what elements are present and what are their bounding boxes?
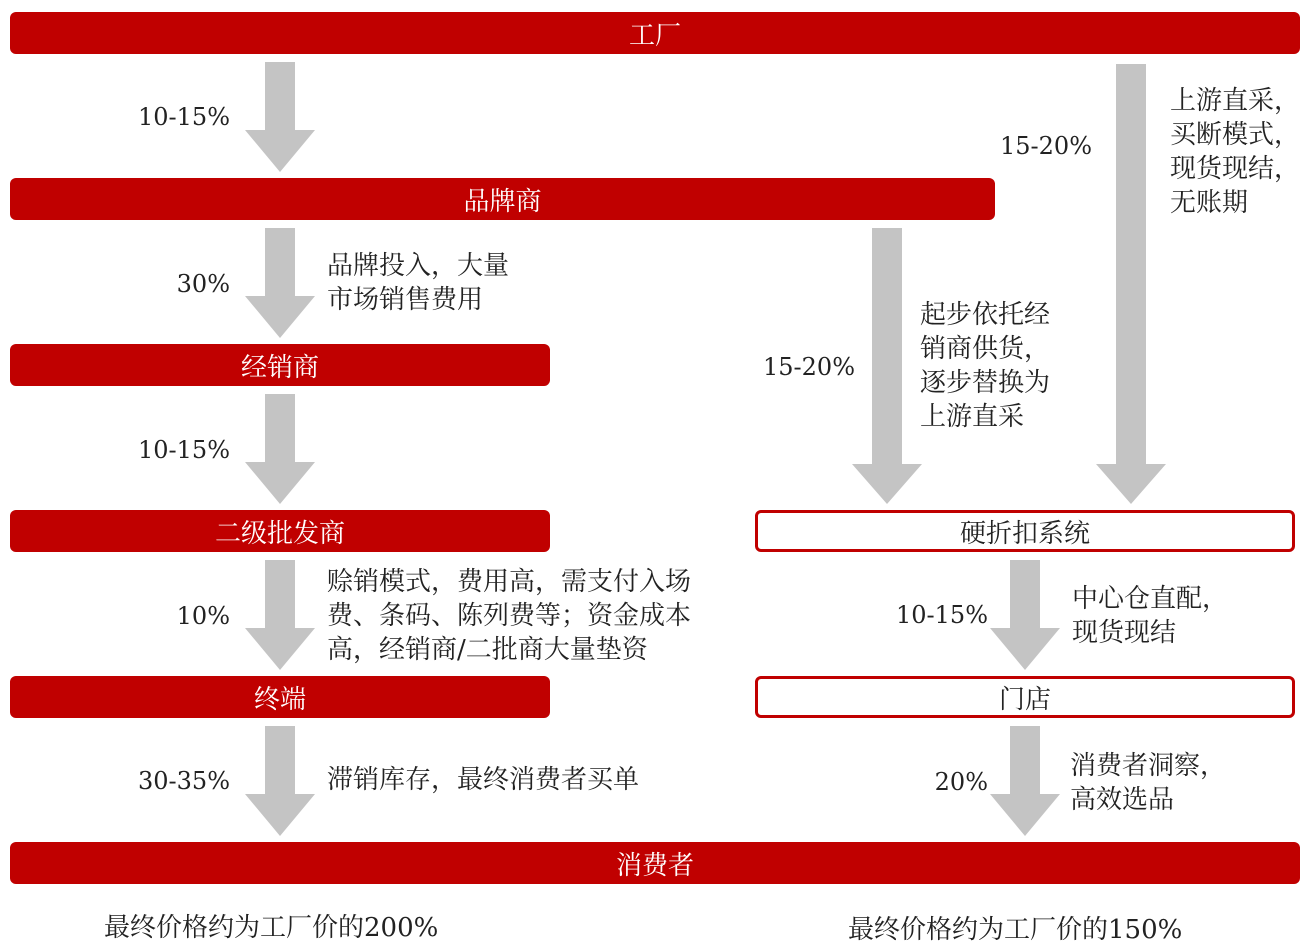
note-terminal-to-consumer: 滞销库存，最终消费者买单 bbox=[327, 765, 640, 795]
arrow-factory-to-brand bbox=[245, 62, 315, 172]
consumer-bar bbox=[10, 842, 1300, 884]
hard-discount-label: 硬折扣系统 bbox=[959, 518, 1090, 549]
note-brand-to-hard-discount: 起步依托经 销商供货， 逐步替换为 上游直采 bbox=[920, 300, 1051, 432]
consumer-label: 消费者 bbox=[615, 850, 694, 881]
brand-label: 品牌商 bbox=[463, 186, 542, 217]
terminal-bar bbox=[10, 676, 550, 718]
distributor-label: 经销商 bbox=[240, 352, 319, 383]
distributor-bar bbox=[10, 344, 550, 386]
wholesaler-bar bbox=[10, 510, 550, 552]
footer-left-final-price: 最终价格约为工厂价的200% bbox=[104, 913, 439, 943]
factory-label: 工厂 bbox=[628, 20, 681, 51]
pct-brand-to-hard-discount: 15-20% bbox=[763, 353, 855, 381]
store-bar bbox=[755, 676, 1295, 718]
brand-bar bbox=[10, 178, 995, 220]
pct-factory-to-hard-discount: 15-20% bbox=[1000, 132, 1092, 160]
pct-brand-to-distributor: 30% bbox=[176, 270, 230, 298]
note-brand-to-distributor: 品牌投入，大量 市场销售费用 bbox=[327, 251, 510, 315]
arrow-brand-to-distributor bbox=[245, 228, 315, 338]
terminal-label: 终端 bbox=[253, 684, 306, 715]
pct-terminal-to-consumer: 30-35% bbox=[138, 767, 230, 795]
note-factory-to-hard-discount: 上游直采， 买断模式， 现货现结， 无账期 bbox=[1170, 86, 1301, 218]
arrow-factory-to-hard-discount bbox=[1096, 64, 1166, 504]
note-wholesaler-to-terminal: 赊销模式，费用高，需支付入场 费、条码、陈列费等；资金成本 高，经销商/二批商大量垫资 bbox=[327, 567, 692, 665]
note-store-to-consumer: 消费者洞察， 高效选品 bbox=[1070, 751, 1227, 815]
pct-wholesaler-to-terminal: 10% bbox=[176, 602, 230, 630]
hard-discount-bar bbox=[755, 510, 1295, 552]
pct-store-to-consumer: 20% bbox=[934, 768, 988, 796]
footer-right-final-price: 最终价格约为工厂价的150% bbox=[848, 915, 1183, 945]
arrow-terminal-to-consumer bbox=[245, 726, 315, 836]
pct-distributor-to-wholesaler: 10-15% bbox=[138, 436, 230, 464]
store-label: 门店 bbox=[998, 684, 1051, 715]
arrow-hard-discount-to-store bbox=[990, 560, 1060, 670]
arrow-wholesaler-to-terminal bbox=[245, 560, 315, 670]
wholesaler-label: 二级批发商 bbox=[214, 518, 345, 549]
arrow-distributor-to-wholesaler bbox=[245, 394, 315, 504]
arrow-brand-to-hard-discount bbox=[852, 228, 922, 504]
pct-hard-discount-to-store: 10-15% bbox=[896, 601, 988, 629]
note-hard-discount-to-store: 中心仓直配， 现货现结 bbox=[1072, 584, 1229, 648]
arrow-store-to-consumer bbox=[990, 726, 1060, 836]
pct-factory-to-brand: 10-15% bbox=[138, 103, 230, 131]
factory-bar bbox=[10, 12, 1300, 54]
